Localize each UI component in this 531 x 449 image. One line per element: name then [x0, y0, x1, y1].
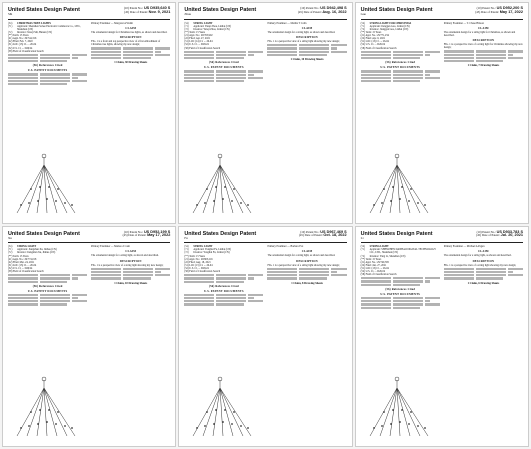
text-line	[184, 70, 263, 72]
classification-search: (58) Field of Classification Search	[184, 46, 221, 50]
patent-number: US D952,200 S	[496, 6, 523, 10]
patent-page-4	[2, 226, 176, 448]
date-of-patent: May 17, 2022	[147, 233, 171, 238]
patent-columns	[361, 22, 523, 83]
references-title: (56) References Cited	[385, 287, 416, 291]
text-line	[444, 54, 514, 56]
inventor-surname: Shi	[8, 12, 13, 16]
claims-sheets-note: 1 Claim, 10 Drawing Sheets	[290, 58, 324, 62]
inventor-surname: Li	[360, 235, 364, 240]
description-title: DESCRIPTION	[472, 39, 495, 43]
patent-page-3	[355, 2, 529, 224]
string-light-drawing	[362, 153, 432, 217]
patent-header	[8, 7, 170, 20]
date-of-patent: Jul. 20, 2021	[500, 233, 523, 238]
patent-type-title: United States Design Patent	[184, 230, 257, 237]
text-line	[184, 57, 243, 59]
text-line	[361, 280, 431, 282]
primary-examiner: Primary Examiner — Barbara Fox	[267, 245, 304, 249]
claim-title: CLAIM	[125, 26, 137, 30]
term: (**) Term: 15 Years	[360, 31, 382, 35]
us-class: (52) U.S. Cl. ... D26/24	[8, 266, 33, 270]
filed-date: (22) Filed: Apr. 6, 2021	[360, 37, 386, 41]
claim-title: CLAIM	[478, 250, 489, 254]
text-line	[361, 70, 440, 72]
locarno-class: (51) LOC (13) Cl. ... 26-04	[8, 43, 37, 47]
claim-title: CLAIM	[301, 26, 313, 30]
text-line	[8, 277, 78, 279]
patent-header	[361, 7, 523, 20]
application-number: (21) Appl. No.: 29/774,018	[8, 257, 37, 261]
patent-number-label: (10) Patent No.:	[123, 229, 144, 234]
patent-columns	[8, 22, 170, 86]
patent-page-1	[2, 2, 176, 224]
inventor-surname: Fu	[184, 235, 188, 240]
term: (**) Term: 15 Years	[8, 34, 29, 38]
claims-sheets-note: 1 Claim, 7 Drawing Sheets	[467, 64, 500, 68]
patent-type-title: United States Design Patent	[360, 230, 433, 237]
us-class: (52) U.S. Cl. ... D26/24	[8, 46, 33, 50]
classification-search: (58) Field of Classification Search	[184, 270, 221, 274]
locarno-class: (51) LOC (13) Cl. ... 26-04	[8, 263, 37, 267]
patent-header	[184, 7, 346, 20]
text-line	[184, 277, 254, 279]
text-line	[91, 51, 161, 53]
patent-number-label: (10) Patent No.:	[476, 229, 496, 234]
patent-number: US D933,783 S	[496, 229, 523, 234]
text-line	[267, 51, 346, 53]
date-of-patent: Oct. 18, 2022	[323, 233, 347, 238]
left-column: (54) CHRISTMAS TREE LIGHTS (71) Applicant: Shenzhen Sobee Electronic Commerce Co., LTD., Shenzhen (CN) (72) Inventor: Xiaoji Shi, Hunan (CN) (**) Term: 15 Years (21) Appl. No.: 29/744,316 (22) Filed: Feb. 7, 2020 (51) LOC (13) Cl. ... 26-04 (52) U.S. Cl. ... D26/24 (58) Field of Classification Search (56) References Cited U.S. PATENT DOCUMENTS	[8, 22, 87, 86]
primary-examiner: Primary Examiner — T. Chase Hinson	[443, 21, 484, 25]
patent-number-label: (10) Patent No.:	[123, 6, 144, 10]
text-line	[184, 51, 263, 53]
text-line	[184, 74, 254, 76]
claim-text: The ornamental design for Christmas tree lights, as shown and described.	[91, 30, 168, 34]
text-line	[444, 271, 514, 273]
text-line	[361, 51, 440, 53]
string-light-drawing	[185, 376, 255, 440]
patent-title: STRING LIGHT	[369, 245, 389, 249]
locarno-class: (51) LOC (13) Cl. ... 26-04	[360, 40, 389, 44]
inventor: Inventor: Yang Li, Shenzhen (CN)	[369, 254, 406, 258]
claim-text: The ornamental design for a string light, as shown and described.	[267, 254, 336, 258]
text-line	[91, 268, 170, 270]
description-text: FIG. 1 is a perspective view of a string light showing my new design;	[267, 40, 340, 44]
applicant: Applicant: Yanqi Zhou, Linhai (CN)	[193, 24, 232, 28]
text-line	[361, 77, 440, 79]
term: (**) Term: 15 Years	[8, 254, 29, 258]
references-subtitle: U.S. PATENT DOCUMENTS	[27, 69, 68, 73]
left-column: (54) STRING LIGHT FOR CHRISTMAS (71) Applicant: Jianggen Guo, Linhai (CN) (72) Inventor: Jianggen Guo, Linhai (CN) (**) Term: 15 Years (21) Appl. No.: 29/771,234 (22) Filed: Apr. 6, 2021 (51) LOC (13) Cl. ... 26-04 (52) U.S. Cl. ... D26/24 (58) Field of Classification Search (56) References Cited U.S. PATENT DOCUMENTS	[361, 22, 440, 83]
text-line	[361, 284, 420, 286]
primary-examiner: Primary Examiner — Marissa J Cash	[91, 245, 130, 249]
text-line	[444, 268, 523, 270]
text-line	[361, 303, 440, 305]
references-subtitle: U.S. PATENT DOCUMENTS	[204, 289, 244, 293]
claims-sheets-note: 1 Claim, 30 Drawing Sheets	[114, 61, 148, 65]
text-line	[184, 297, 254, 299]
locarno-class: (51) LOC (13) Cl. ... 26-04	[360, 266, 389, 270]
patent-title: STRING LIGHT	[17, 245, 37, 249]
text-line	[361, 57, 420, 59]
classification-search: (58) Field of Classification Search	[8, 270, 44, 274]
text-line	[8, 300, 87, 302]
text-line	[267, 274, 346, 276]
patent-header	[184, 231, 346, 244]
text-line	[444, 274, 523, 276]
locarno-class: (51) LOC (13) Cl. ... 26-04	[184, 263, 213, 267]
right-column	[267, 245, 346, 306]
claim-text: The ornamental design for a string light for Christmas, as shown and described.	[443, 30, 516, 38]
us-class: (52) U.S. Cl. ... D26/24	[184, 43, 209, 47]
text-line	[184, 294, 263, 296]
inventor-surname: Xu	[8, 235, 12, 240]
text-line	[91, 57, 150, 59]
claim-text: The ornamental design for a string light, as shown and described.	[91, 254, 159, 258]
right-column	[444, 245, 523, 309]
text-line	[8, 73, 87, 75]
references-title: (56) References Cited	[209, 61, 239, 65]
classification-search: (58) Field of Classification Search	[360, 273, 397, 277]
text-line	[8, 57, 78, 59]
text-line	[267, 277, 326, 279]
right-column	[91, 245, 170, 306]
date-of-patent: Nov. 9, 2021	[148, 9, 171, 14]
claims-sheets-note: 1 Claim, 8 Drawing Sheets	[291, 281, 323, 285]
applicant: Applicant: Jianggen Guo, Linhai (CN)	[369, 24, 410, 28]
string-light-drawing	[9, 376, 79, 440]
patent-number-label: (10) Patent No.:	[300, 6, 320, 10]
text-line	[8, 60, 67, 62]
applicant: Applicant: Shenzhen Sobee Electronic Commerce Co., LTD., Shenzhen (CN)	[17, 24, 81, 31]
patent-number: US D935,640 S	[143, 6, 171, 10]
claim-title: CLAIM	[301, 250, 313, 254]
text-line	[444, 60, 503, 62]
patent-type-title: United States Design Patent	[184, 7, 257, 13]
text-line	[91, 277, 150, 279]
date-of-patent-label: (45) Date of Patent:	[297, 9, 322, 14]
text-line	[91, 47, 170, 49]
text-line	[361, 297, 440, 299]
inventor: Inventor: Xiaoji Shi, Hunan (CN)	[17, 31, 52, 35]
references-subtitle: U.S. PATENT DOCUMENTS	[204, 66, 244, 70]
patent-number: US D967,469 S	[320, 229, 347, 234]
text-line	[184, 300, 263, 302]
term: (**) Term: 15 Years	[184, 31, 205, 35]
date-of-patent: May 17, 2022	[499, 9, 523, 14]
primary-examiner: Primary Examiner — Michael A Pagan	[443, 245, 485, 249]
term: (**) Term: 15 Years	[360, 257, 382, 261]
text-line	[267, 268, 346, 270]
filed-date: (22) Filed: Jun. 27, 2021	[360, 263, 387, 267]
patent-columns	[8, 245, 170, 306]
patent-columns	[184, 22, 346, 83]
description-text: FIG. 1 is a perspective view of a string light showing my new design;	[91, 263, 164, 267]
applicant: Applicant: Jiangshan Xu, Jinhua (CN)	[17, 248, 57, 252]
right-column	[267, 22, 346, 83]
patent-type-title: United States Design Patent	[8, 7, 80, 13]
patent-header	[361, 231, 523, 244]
applicant: Applicant: Yonghui Fu, Linhai (CN)	[193, 248, 232, 252]
description-title: DESCRIPTION	[119, 259, 142, 263]
text-line	[184, 281, 243, 283]
application-number: (21) Appl. No.: 29/803,216	[184, 257, 213, 261]
primary-examiner: Primary Examiner — Margaret A Walsh	[91, 21, 133, 25]
patent-columns	[184, 245, 346, 306]
string-light-drawing	[9, 153, 79, 217]
left-column: (54) STRING LIGHT (71) Applicant: Jiangshan Xu, Jinhua (CN) (72) Inventor: Jiangshan Xu, Jinhua (CN) (**) Term: 15 Years (21) Appl. No.: 29/774,018 (22) Filed: Mar. 24, 2021 (51) LOC (13) Cl. ... 26-04 (52) U.S. Cl. ... D26/24 (58) Field of Classification Search (56) References Cited U.S. PATENT DOCUMENTS	[8, 245, 87, 306]
us-class: (52) U.S. Cl. ... D26/24	[360, 270, 386, 274]
text-line	[444, 57, 523, 59]
references-title: (56) References Cited	[32, 64, 63, 68]
description-text: FIG. 1 is a perspective view of a string light for Christmas showing my new design;	[443, 43, 523, 50]
patent-title: CHRISTMAS TREE LIGHTS	[17, 21, 51, 25]
text-line	[184, 54, 254, 56]
classification-search: (58) Field of Classification Search	[360, 46, 397, 50]
text-line	[8, 83, 67, 85]
application-number: (21) Appl. No.: 29/765,902	[184, 34, 213, 38]
primary-examiner: Primary Examiner — Martha T Cohn	[267, 21, 307, 25]
text-line	[91, 271, 161, 273]
text-line	[361, 80, 420, 82]
claims-sheets-note: 1 Claim, 10 Drawing Sheets	[114, 281, 148, 285]
string-light-drawing	[362, 376, 432, 440]
patent-columns	[361, 245, 523, 309]
patent-title: STRING LIGHT	[193, 245, 213, 249]
inventor: Inventor: Yanqi Zhou, Linhai (CN)	[193, 27, 230, 31]
text-line	[8, 77, 78, 79]
text-line	[8, 54, 87, 56]
text-line	[8, 274, 87, 276]
application-number: (21) Appl. No.: 29/771,234	[360, 34, 389, 38]
date-of-patent-label: (45) Date of Patent:	[476, 233, 500, 238]
patent-title: STRING LIGHT FOR CHRISTMAS	[369, 21, 412, 25]
left-column: (54) STRING LIGHT (71) Applicant: Yonghui Fu, Linhai (CN) (72) Inventor: Yonghui Fu, Linhai (CN) (**) Term: 15 Years (21) Appl. No.: 29/803,216 (22) Filed: Aug. 18, 2021 (51) LOC (13) Cl. ... 26-04 (52) U.S. Cl. ... D26/24 (58) Field of Classification Search (56) References Cited U.S. PATENT DOCUMENTS	[184, 245, 263, 306]
date-of-patent-label: (45) Date of Patent:	[475, 9, 499, 14]
text-line	[184, 77, 263, 79]
patent-number-label: (10) Patent No.:	[300, 229, 320, 234]
text-line	[91, 274, 170, 276]
text-line	[267, 271, 337, 273]
text-line	[361, 300, 431, 302]
text-line	[361, 277, 440, 279]
inventor: Inventor: Yonghui Fu, Linhai (CN)	[193, 251, 230, 255]
claims-sheets-note: 1 Claim, 6 Drawing Sheets	[467, 281, 500, 285]
claim-text: The ornamental design for a string light, as shown and described.	[267, 30, 336, 34]
description-text: FIG. 1 is a perspective view of a string light showing my new design;	[267, 263, 340, 267]
us-class: (52) U.S. Cl. ... D26/24	[360, 43, 386, 47]
references-title: (56) References Cited	[209, 284, 239, 288]
references-title: (56) References Cited	[32, 284, 63, 288]
patent-number: US D952,199 S	[143, 229, 171, 234]
claim-title: CLAIM	[478, 26, 489, 30]
filed-date: (22) Filed: Mar. 24, 2021	[8, 260, 35, 264]
claim-text: The ornamental design for a string light, as shown and described.	[443, 254, 512, 258]
description-title: DESCRIPTION	[296, 259, 318, 263]
date-of-patent: Aug. 16, 2022	[322, 9, 347, 14]
text-line	[184, 80, 243, 82]
description-text: FIG. 1 is a perspective view of a string light showing my new design;	[443, 263, 516, 267]
filed-date: (22) Filed: Aug. 18, 2021	[184, 260, 211, 264]
us-class: (52) U.S. Cl. ... D26/24	[184, 266, 209, 270]
text-line	[91, 54, 170, 56]
inventor-surname: Zhou	[184, 12, 192, 16]
text-line	[267, 47, 337, 49]
text-line	[8, 80, 87, 82]
patent-page-5	[178, 226, 352, 448]
references-subtitle: U.S. PATENT DOCUMENTS	[380, 292, 421, 296]
patent-type-title: United States Design Patent	[8, 230, 80, 237]
string-light-drawing	[185, 153, 255, 217]
applicant: Applicant: SHENZHEN DANHAO DIGITAL TECHNOLOGY CO., LTD., Shenzhen (CN)	[369, 248, 436, 255]
text-line	[267, 44, 346, 46]
application-number: (21) Appl. No.: 29/740,585	[360, 260, 389, 264]
text-line	[361, 74, 431, 76]
text-line	[8, 281, 67, 283]
text-line	[8, 297, 78, 299]
patent-header	[8, 231, 170, 244]
patent-type-title: United States Design Patent	[360, 7, 433, 13]
patent-page-6	[355, 226, 529, 448]
term: (**) Term: 15 Years	[184, 254, 205, 258]
text-line	[184, 274, 263, 276]
text-line	[361, 307, 420, 309]
right-column	[444, 22, 523, 83]
filed-date: (22) Filed: Feb. 7, 2020	[8, 40, 33, 44]
patent-page-2	[178, 2, 352, 224]
inventor: Inventor: Jianggen Guo, Linhai (CN)	[369, 27, 409, 31]
text-line	[184, 303, 243, 305]
date-of-patent-label: (45) Date of Patent:	[122, 233, 147, 238]
description-title: DESCRIPTION	[296, 36, 318, 40]
text-line	[8, 294, 87, 296]
description-text: FIG. 1 is a front and top perspective view of a first embodiment of Christmas tree lights, showing my new design;	[91, 40, 161, 47]
application-number: (21) Appl. No.: 29/744,316	[8, 37, 37, 41]
references-title: (56) References Cited	[385, 61, 416, 65]
description-title: DESCRIPTION	[472, 259, 495, 263]
left-column: (54) STRING LIGHT (71) Applicant: SHENZHEN DANHAO DIGITAL TECHNOLOGY CO., LTD., Shenzhen (CN) (72) Inventor: Yang Li, Shenzhen (CN) (**) Term: 15 Years (21) Appl. No.: 29/740,585 (22) Filed: Jun. 27, 2021 (51) LOC (13) Cl. ... 26-04 (52) U.S. Cl. ... D26/24 (58) Field of Classification Search (56) References Cited U.S. PATENT DOCUMENTS	[361, 245, 440, 309]
locarno-class: (51) LOC (14) Cl. ... 26-04	[184, 40, 213, 44]
references-subtitle: U.S. PATENT DOCUMENTS	[27, 289, 68, 293]
text-line	[444, 277, 503, 279]
filed-date: (22) Filed: Apr. 27, 2021	[184, 37, 211, 41]
claim-title: CLAIM	[125, 250, 137, 254]
text-line	[444, 50, 523, 52]
inventor: Inventor: Jiangshan Xu, Jinhua (CN)	[17, 251, 56, 255]
inventor-surname: Guo	[360, 12, 367, 16]
text-line	[361, 54, 431, 56]
date-of-patent-label: (45) Date of Patent:	[124, 9, 148, 14]
references-subtitle: U.S. PATENT DOCUMENTS	[380, 66, 421, 70]
patent-number: US D942,498 S	[320, 6, 347, 10]
right-column	[91, 22, 170, 86]
description-title: DESCRIPTION	[119, 36, 142, 40]
classification-search: (58) Field of Classification Search	[8, 49, 44, 53]
date-of-patent-label: (45) Date of Patent:	[298, 233, 323, 238]
text-line	[8, 303, 67, 305]
left-column: (54) STRING LIGHT (71) Applicant: Yanqi Zhou, Linhai (CN) (72) Inventor: Yanqi Zhou, Linhai (CN) (**) Term: 15 Years (21) Appl. No.: 29/765,902 (22) Filed: Apr. 27, 2021 (51) LOC (14) Cl. ... 26-04 (52) U.S. Cl. ... D26/24 (58) Field of Classification Search (56) References Cited U.S. PATENT DOCUMENTS	[184, 22, 263, 83]
patent-number-label: (10) Patent No.:	[476, 6, 496, 10]
text-line	[267, 54, 326, 56]
patent-title: STRING LIGHT	[193, 21, 213, 25]
